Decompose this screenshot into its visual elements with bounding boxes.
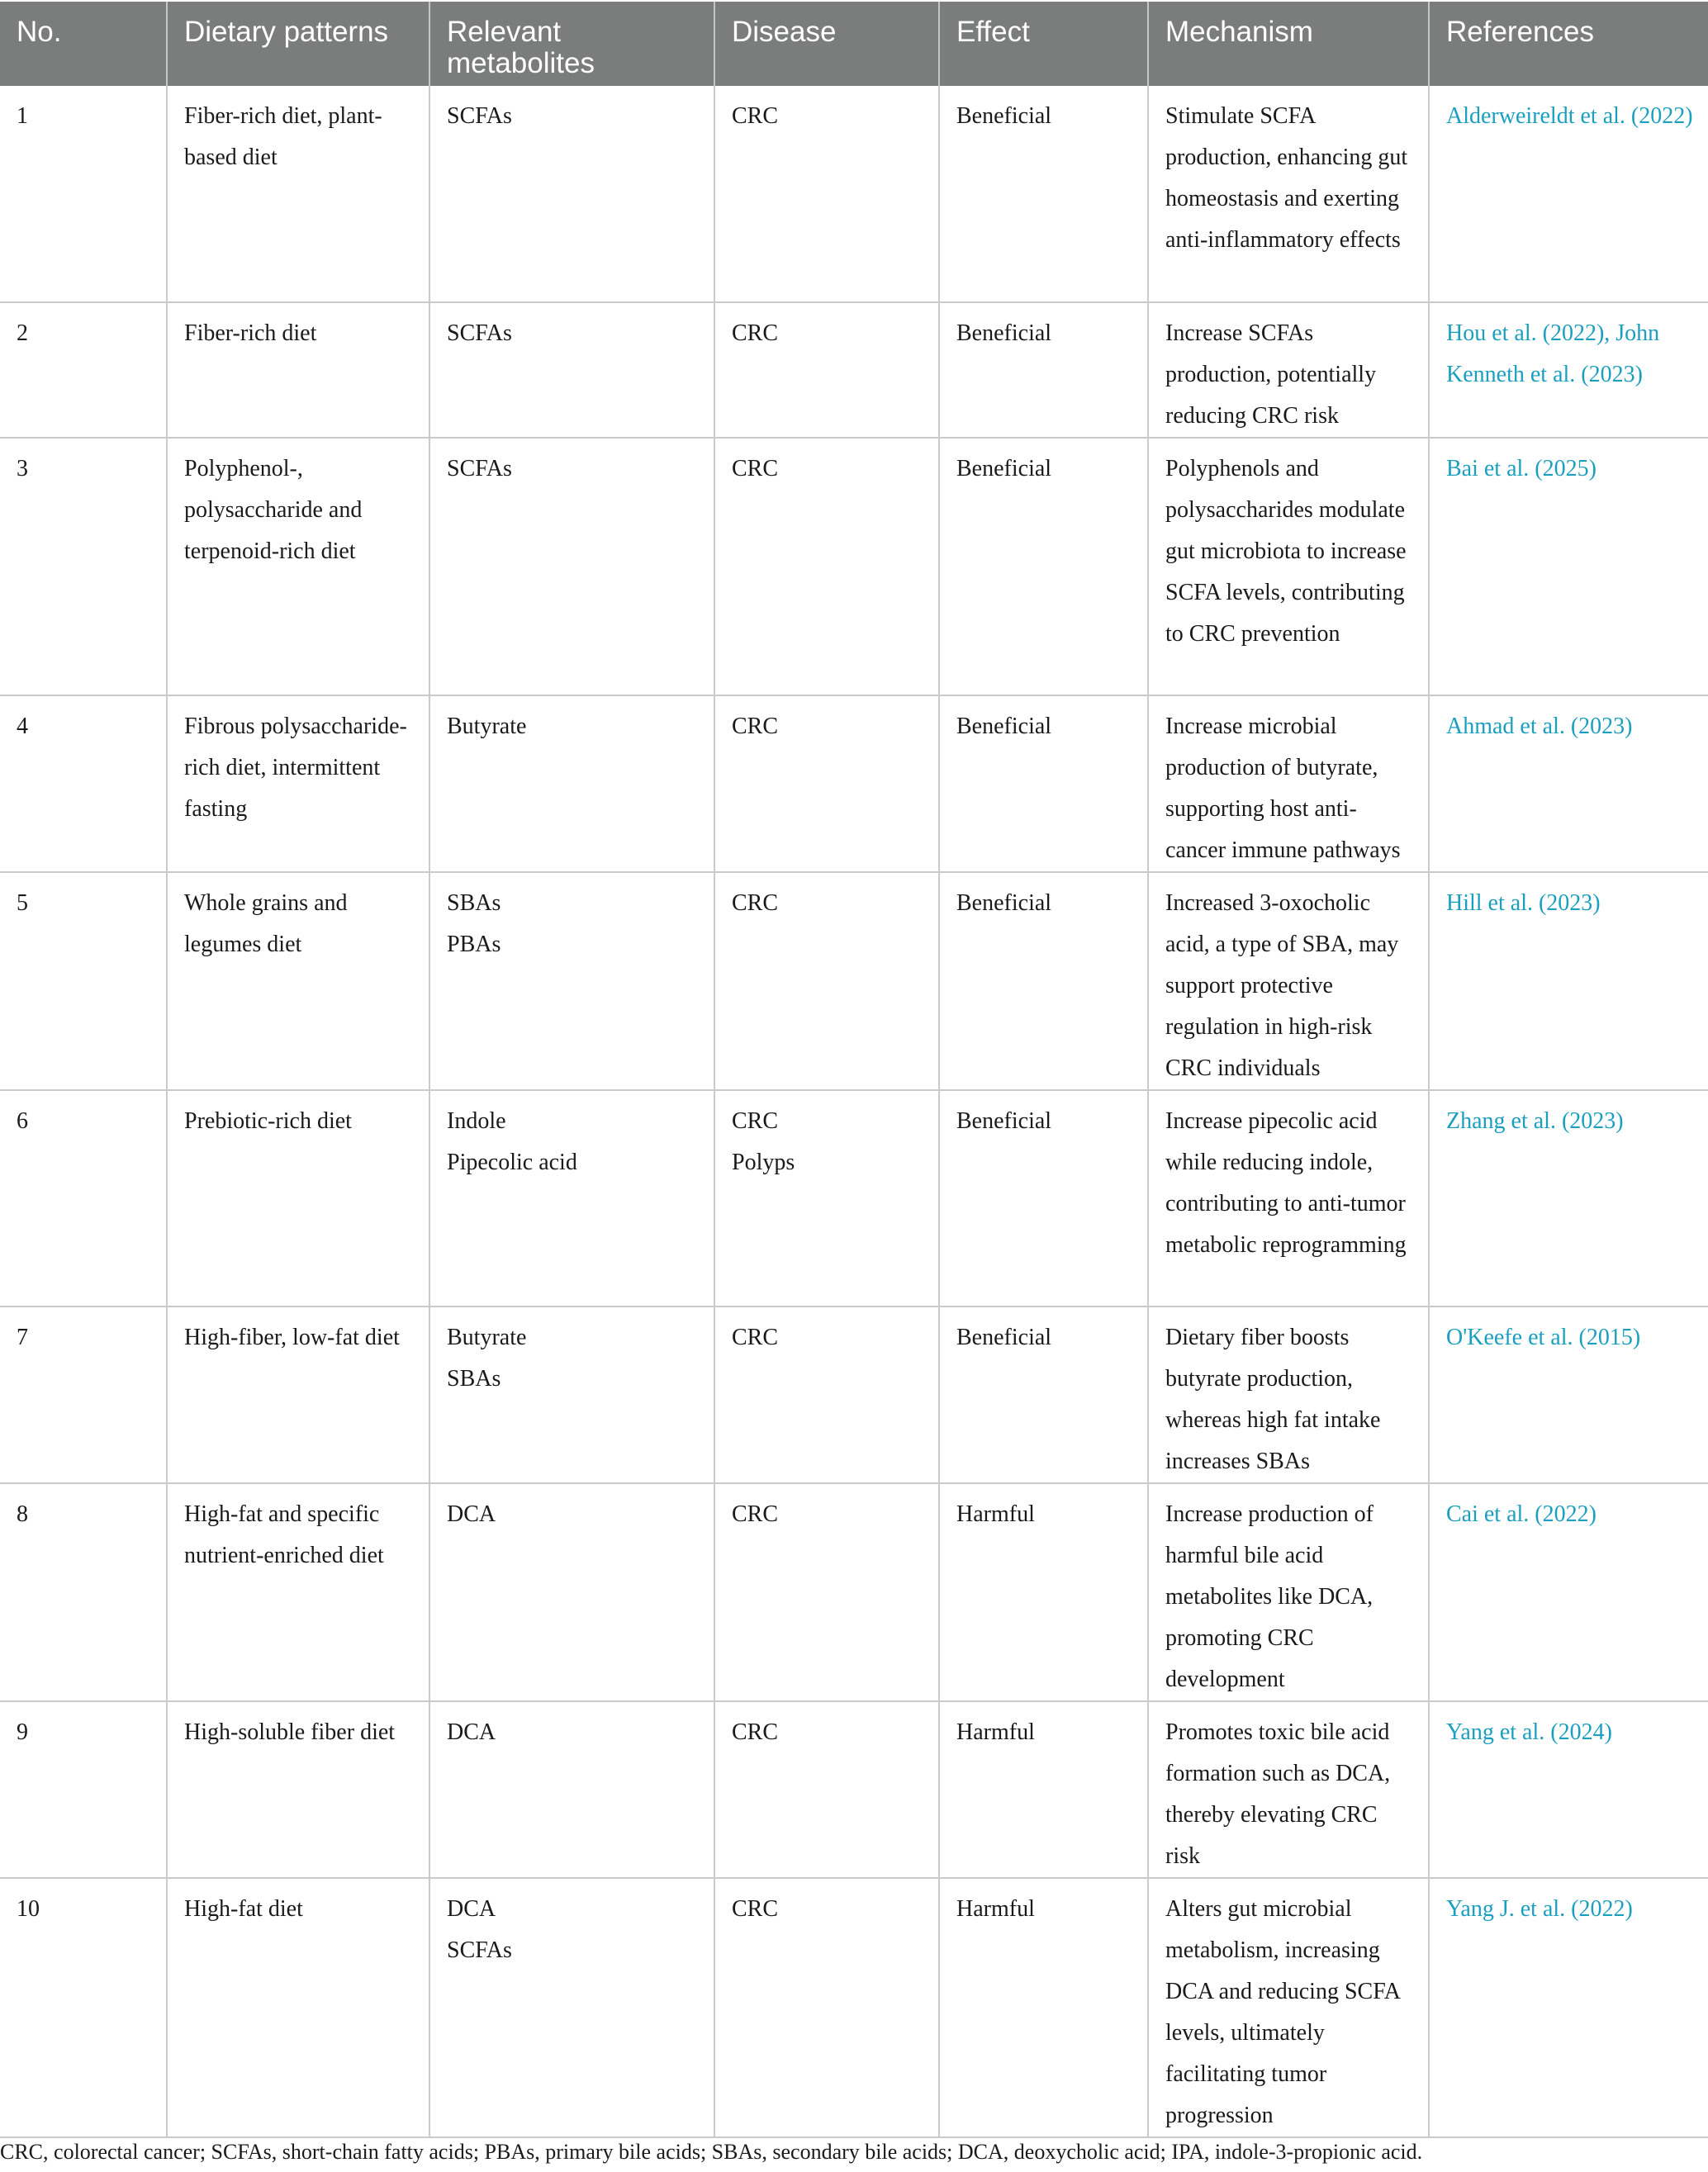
metabolites-cell [429, 1483, 714, 1701]
metabolites-cell-item: SBAs [447, 890, 501, 916]
table-body [0, 86, 1708, 2137]
effect-cell: Beneficial [939, 86, 1148, 302]
disease-cell-item: CRC [732, 1896, 779, 1922]
mechanism-cell: Stimulate SCFA production, enhancing gut homeostasis and exerting anti-inflammatory effects [1148, 86, 1429, 302]
metabolites-cell-item: PBAs [447, 932, 501, 957]
effect-cell: Beneficial [939, 1307, 1148, 1483]
row-number: 9 [0, 1701, 167, 1878]
disease-cell [714, 1307, 939, 1483]
metabolites-cell-item: SBAs [447, 1366, 501, 1392]
metabolites-cell [429, 1878, 714, 2137]
metabolites-cell [429, 438, 714, 695]
header-effect: Effect [939, 2, 1148, 86]
header-relevant-metabolites: Relevant metabolites [429, 2, 714, 86]
disease-cell-item: CRC [732, 890, 779, 916]
table-row [0, 1483, 1708, 1701]
mechanism-cell: Increase production of harmful bile acid metabolites like DCA, promoting CRC development [1148, 1483, 1429, 1701]
effect-cell: Harmful [939, 1878, 1148, 2137]
metabolites-cell-item: Indole [447, 1108, 506, 1134]
mechanism-cell: Polyphenols and polysaccharides modulate gut microbiota to increase SCFA levels, contributing to CRC prevention [1148, 438, 1429, 695]
mechanism-cell: Increase SCFAs production, potentially reducing CRC risk [1148, 302, 1429, 438]
table-row [0, 872, 1708, 1090]
disease-cell [714, 872, 939, 1090]
metabolites-cell [429, 1307, 714, 1483]
table-row [0, 86, 1708, 302]
reference-link: Alderweireldt et al. (2022) [1429, 86, 1708, 302]
mechanism-cell: Increase pipecolic acid while reducing indole, contributing to anti-tumor metabolic reprogramming [1148, 1090, 1429, 1307]
table-row [0, 1878, 1708, 2137]
dietary-pattern-cell: Whole grains and legumes diet [167, 872, 429, 1090]
reference-link: Yang J. et al. (2022) [1429, 1878, 1708, 2137]
dietary-pattern-cell: Prebiotic-rich diet [167, 1090, 429, 1307]
effect-cell: Beneficial [939, 438, 1148, 695]
metabolites-cell-item: Butyrate [447, 1325, 527, 1350]
dietary-pattern-cell: Fibrous polysaccharide-rich diet, intermittent fasting [167, 695, 429, 872]
metabolites-cell-item: Butyrate [447, 714, 527, 739]
dietary-pattern-cell: Fiber-rich diet, plant-based diet [167, 86, 429, 302]
metabolites-cell [429, 302, 714, 438]
disease-cell-item: Polyps [732, 1150, 795, 1175]
dietary-pattern-cell: Polyphenol-, polysaccharide and terpenoid-rich diet [167, 438, 429, 695]
reference-link: Zhang et al. (2023) [1429, 1090, 1708, 1307]
effect-cell: Beneficial [939, 302, 1148, 438]
disease-cell-item: CRC [732, 103, 779, 129]
effect-cell: Beneficial [939, 695, 1148, 872]
row-number: 1 [0, 86, 167, 302]
row-number: 4 [0, 695, 167, 872]
metabolites-cell [429, 1701, 714, 1878]
metabolites-cell-item: Pipecolic acid [447, 1150, 577, 1175]
disease-cell-item: CRC [732, 320, 779, 346]
reference-link: O'Keefe et al. (2015) [1429, 1307, 1708, 1483]
table-row [0, 1307, 1708, 1483]
disease-cell [714, 438, 939, 695]
metabolites-cell-item: DCA [447, 1719, 496, 1745]
row-number: 6 [0, 1090, 167, 1307]
row-number: 8 [0, 1483, 167, 1701]
disease-cell-item: CRC [732, 1108, 779, 1134]
metabolites-cell-item: DCA [447, 1501, 496, 1527]
disease-cell [714, 1483, 939, 1701]
dietary-pattern-cell: High-soluble fiber diet [167, 1701, 429, 1878]
disease-cell [714, 86, 939, 302]
effect-cell: Beneficial [939, 1090, 1148, 1307]
dietary-pattern-cell: High-fiber, low-fat diet [167, 1307, 429, 1483]
table-row [0, 302, 1708, 438]
mechanism-cell: Dietary fiber boosts butyrate production, whereas high fat intake increases SBAs [1148, 1307, 1429, 1483]
reference-link: Bai et al. (2025) [1429, 438, 1708, 695]
table-row [0, 438, 1708, 695]
header-mechanism: Mechanism [1148, 2, 1429, 86]
mechanism-cell: Alters gut microbial metabolism, increasing DCA and reducing SCFA levels, ultimately facilitating tumor progression [1148, 1878, 1429, 2137]
disease-cell-item: CRC [732, 456, 779, 481]
metabolites-cell [429, 86, 714, 302]
row-number: 3 [0, 438, 167, 695]
row-number: 7 [0, 1307, 167, 1483]
row-number: 10 [0, 1878, 167, 2137]
reference-link: Hill et al. (2023) [1429, 872, 1708, 1090]
header-no: No. [0, 2, 167, 86]
reference-link: Yang et al. (2024) [1429, 1701, 1708, 1878]
mechanism-cell: Increased 3-oxocholic acid, a type of SBA, may support protective regulation in high-risk CRC individuals [1148, 872, 1429, 1090]
effect-cell: Beneficial [939, 872, 1148, 1090]
reference-link: Cai et al. (2022) [1429, 1483, 1708, 1701]
metabolites-cell-item: DCA [447, 1896, 496, 1922]
metabolites-cell-item: SCFAs [447, 103, 512, 129]
effect-cell: Harmful [939, 1483, 1148, 1701]
disease-cell [714, 302, 939, 438]
metabolites-cell-item: SCFAs [447, 456, 512, 481]
table-row [0, 695, 1708, 872]
header-disease: Disease [714, 2, 939, 86]
reference-link: Hou et al. (2022), John Kenneth et al. (2023) [1429, 302, 1708, 438]
table-row [0, 1701, 1708, 1878]
disease-cell-item: CRC [732, 1719, 779, 1745]
metabolites-cell-item: SCFAs [447, 320, 512, 346]
reference-link: Ahmad et al. (2023) [1429, 695, 1708, 872]
disease-cell [714, 1701, 939, 1878]
disease-cell-item: CRC [732, 1325, 779, 1350]
metabolites-cell-item: SCFAs [447, 1937, 512, 1963]
mechanism-cell: Promotes toxic bile acid formation such as DCA, thereby elevating CRC risk [1148, 1701, 1429, 1878]
table-row [0, 1090, 1708, 1307]
header-references: References [1429, 2, 1708, 86]
dietary-pattern-cell: High-fat and specific nutrient-enriched diet [167, 1483, 429, 1701]
disease-cell [714, 1090, 939, 1307]
dietary-pattern-cell: High-fat diet [167, 1878, 429, 2137]
dietary-patterns-table [0, 2, 1708, 2138]
effect-cell: Harmful [939, 1701, 1148, 1878]
disease-cell [714, 695, 939, 872]
header-dietary-patterns: Dietary patterns [167, 2, 429, 86]
mechanism-cell: Increase microbial production of butyrate, supporting host anti-cancer immune pathways [1148, 695, 1429, 872]
metabolites-cell [429, 695, 714, 872]
disease-cell [714, 1878, 939, 2137]
metabolites-cell [429, 1090, 714, 1307]
table-footnote: CRC, colorectal cancer; SCFAs, short-chain fatty acids; PBAs, primary bile acids; SBAs, secondary bile acids; DCA, deoxycholic acid; IPA, indole-3-propionic acid. [0, 2140, 1423, 2164]
metabolites-cell [429, 872, 714, 1090]
disease-cell-item: CRC [732, 714, 779, 739]
table-header-row [0, 2, 1708, 86]
disease-cell-item: CRC [732, 1501, 779, 1527]
dietary-pattern-cell: Fiber-rich diet [167, 302, 429, 438]
row-number: 5 [0, 872, 167, 1090]
row-number: 2 [0, 302, 167, 438]
